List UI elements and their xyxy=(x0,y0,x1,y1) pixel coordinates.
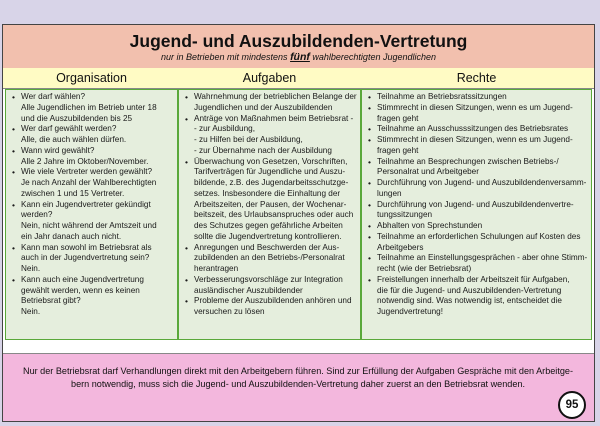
footer-text xyxy=(13,365,583,391)
list-item-line: auch in der Jugendvertretung sein? xyxy=(21,253,150,263)
list-item xyxy=(194,114,357,157)
page-number: 95 xyxy=(558,391,586,419)
list-item-line: gewählt werden, wenn es keinen xyxy=(21,285,140,295)
list-item-line: • Teilnahme an Besprechungen zwischen Betriebs-/ xyxy=(377,156,559,166)
list-item-line: • Teilnahme an Einstellungsgesprächen - aber ohne Stimm- xyxy=(377,253,588,263)
page-title: Jugend- und Auszubildenden-Vertretung xyxy=(129,31,468,51)
footer-note xyxy=(3,353,594,421)
column-organisation xyxy=(5,89,178,340)
list-item-line: setzes. Insbesondere die Einhaltung der xyxy=(194,188,341,198)
list-item-line: - zu Hilfen bei der Ausbildung, xyxy=(194,135,303,144)
list-item xyxy=(21,167,174,199)
column-heading-organisation: Organisation xyxy=(56,71,127,85)
list-item-line: • Teilnahme an erforderlichen Schulungen auf Kosten des xyxy=(377,231,581,241)
list-item-line: • Wahrnehmung der betrieblichen Belange der xyxy=(194,92,357,101)
list-item-line: versuchen zu lösen xyxy=(194,307,265,316)
footer-line: bern notwendig, muss sich die Jugend- und Auszubildenden-Vertretung daher zuerst an den Betriebsrat wenden. xyxy=(71,379,525,390)
list-item xyxy=(21,146,174,168)
list-item xyxy=(21,275,174,318)
column-heading-rechte: Rechte xyxy=(456,71,497,85)
list-item-line: Personalrat und Arbeitgeber xyxy=(377,167,479,177)
list-item-line: • Wer darf gewählt werden? xyxy=(21,124,117,134)
list-item-line: • Durchführung von Jugend- und Auszubildendenvertre- xyxy=(377,199,574,209)
column-rechte xyxy=(361,89,592,340)
list-item-line: Je nach Anzahl der Wahlberechtigten xyxy=(21,178,157,187)
list-item-line: ein Jahr danach auch nicht. xyxy=(21,231,122,241)
list-item-line: ausländischer Auszubildender xyxy=(194,285,303,295)
list-item-line: • Kann ein Jugendvertreter gekündigt xyxy=(21,199,151,209)
list-item-line: tungssitzungen xyxy=(377,210,433,220)
list-item xyxy=(21,243,174,275)
list-item-line: • Probleme der Auszubildenden anhören und xyxy=(194,296,352,306)
list-item-line: • Kann man sowohl im Betriebsrat als xyxy=(21,242,152,252)
list-item-line: Nein, nicht während der Amtszeit und xyxy=(21,221,157,230)
list-item-line: und die Auszubildenden bis 25 xyxy=(21,113,133,123)
list-item-line: recht (wie der Betriebsrat) xyxy=(377,264,472,273)
column-aufgaben xyxy=(178,89,361,340)
list-item-line: - zur Ausbildung, xyxy=(194,124,255,134)
list-item-line: beitszeit, des Urlaubsanspruches oder auch xyxy=(194,210,354,220)
page-frame xyxy=(2,24,595,422)
list-item-line: • Teilnahme an Betriebsratssitzungen xyxy=(377,92,507,101)
column-heading-aufgaben: Aufgaben xyxy=(242,71,297,85)
list-item-line: Betriebsrat gibt? xyxy=(21,296,81,306)
list-item-line: • Verbesserungsvorschläge zur Integration xyxy=(194,274,343,284)
list-item-line: Alle 2 Jahre im Oktober/November. xyxy=(21,156,149,166)
list-item-line: fragen geht xyxy=(377,113,419,123)
list-item-line: • Anträge von Maßnahmen beim Betriebsrat - xyxy=(194,113,354,123)
footer-line: Nur der Betriebsrat darf Verhandlungen direkt mit den Arbeitgebern führen. Sind zur Erfüllung der Aufgaben Gespräche mit den Arbeitge- xyxy=(23,366,573,376)
list-item xyxy=(194,275,357,297)
list-item-line: des Schutzes gegen gefährliche Arbeiten xyxy=(194,221,343,230)
list-item xyxy=(377,157,588,179)
list-item xyxy=(194,157,357,243)
aufgaben-list xyxy=(179,90,360,318)
list-item-line: Arbeitszeiten, der Pausen, der Wochenar- xyxy=(194,199,347,209)
list-item-line: • Kann auch eine Jugendvertretung xyxy=(21,274,144,284)
list-item-line: • Stimmrecht in diesen Sitzungen, wenn es um Jugend- xyxy=(377,102,573,112)
list-item-line: Jugendvertretung! xyxy=(377,307,443,316)
list-item-line: lungen xyxy=(377,188,402,198)
list-item-line: fragen geht xyxy=(377,145,419,155)
list-item-line: notwendig sind. Was notwendig ist, entscheidet die xyxy=(377,296,562,306)
list-item xyxy=(377,253,588,275)
list-item xyxy=(377,221,588,232)
column-header-row xyxy=(3,68,594,89)
list-item-line: sollte die Jugendvertretung kontrollieren. xyxy=(194,231,342,241)
list-item-line: • Freistellungen innerhalb der Arbeitszeit für Aufgaben, xyxy=(377,274,570,284)
list-item xyxy=(21,200,174,243)
list-item-line: Jugendlichen und der Auszubildenden xyxy=(194,102,333,112)
list-item xyxy=(194,243,357,275)
page-subtitle xyxy=(3,51,594,63)
list-item-line: Nein. xyxy=(21,307,41,316)
subtitle-before: nur in Betrieben mit mindestens xyxy=(160,52,288,62)
list-item-line: • Wann wird gewählt? xyxy=(21,145,95,155)
list-item xyxy=(377,200,588,222)
list-item xyxy=(194,296,357,318)
list-item-line: Alle Jugendlichen im Betrieb unter 18 xyxy=(21,102,157,112)
list-item-line: Nein. xyxy=(21,264,41,273)
list-item-line: werden? xyxy=(21,210,53,220)
list-item-line: • Überwachung von Gesetzen, Vorschriften, xyxy=(194,156,348,166)
list-item xyxy=(377,103,588,125)
list-item xyxy=(377,124,588,135)
list-item-line: herantragen xyxy=(194,264,239,273)
list-item-line: • Wie viele Vertreter werden gewählt? xyxy=(21,167,153,177)
list-item-line: • Abhalten von Sprechstunden xyxy=(377,221,483,230)
list-item-line: Alle, die auch wählen dürfen. xyxy=(21,135,127,144)
columns-area xyxy=(5,89,592,340)
list-item xyxy=(377,232,588,254)
subtitle-after: wahlberechtigten Jugendlichen xyxy=(312,52,436,62)
organisation-list xyxy=(6,90,177,318)
list-item xyxy=(194,92,357,114)
list-item-line: zwischen 1 und 15 Vertreter. xyxy=(21,188,125,198)
list-item-line: • Wer darf wählen? xyxy=(21,92,86,101)
list-item xyxy=(377,275,588,318)
list-item xyxy=(21,124,174,146)
list-item-line: • Stimmrecht in diesen Sitzungen, wenn es um Jugend- xyxy=(377,135,573,144)
list-item-line: • Anregungen und Beschwerden der Aus- xyxy=(194,242,340,252)
rechte-list xyxy=(362,90,591,318)
list-item-line: - zur Übernahme nach der Ausbildung xyxy=(194,145,332,155)
list-item-line: zubildenden an den Betriebs-/Personalrat xyxy=(194,253,345,263)
list-item xyxy=(377,92,588,103)
list-item-line: Tarifverträgen für Jugendliche und Auszu- xyxy=(194,167,346,177)
list-item-line: • Teilnahme an Ausschusssitzungen des Betriebsrates xyxy=(377,124,569,134)
title-box xyxy=(3,25,594,69)
list-item-line: Arbeitgebers xyxy=(377,242,424,252)
list-item-line: die für die Jugend- und Auszubildenden-Vertretung xyxy=(377,285,562,295)
list-item xyxy=(377,135,588,157)
list-item-line: bildende, z.B. des Jugendarbeitsschutzge- xyxy=(194,178,349,187)
subtitle-emphasis: fünf xyxy=(290,51,310,63)
list-item-line: • Durchführung von Jugend- und Auszubildendenversamm- xyxy=(377,178,587,187)
list-item xyxy=(377,178,588,200)
list-item xyxy=(21,92,174,124)
